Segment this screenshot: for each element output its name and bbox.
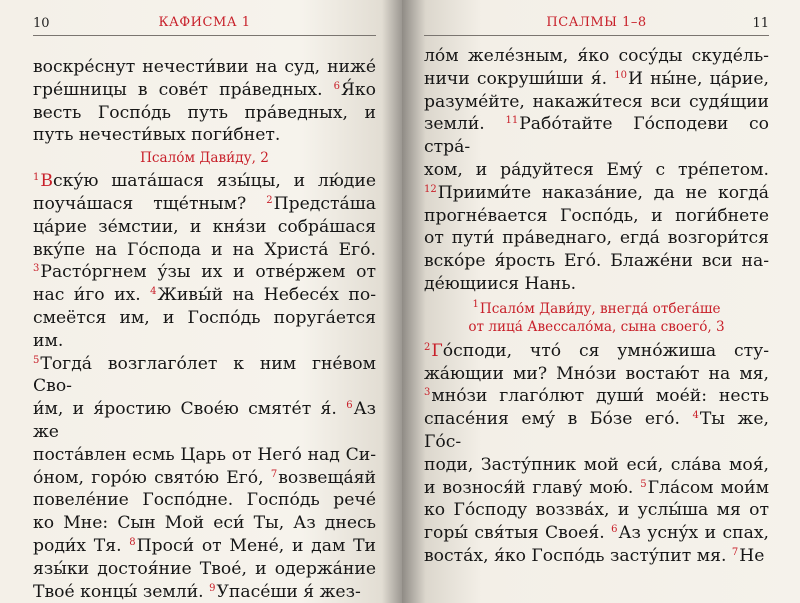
verse-text: Твое́ концы́ земли́. xyxy=(33,581,210,602)
text-line xyxy=(424,454,769,477)
verse-text: Расто́ргнем у́зы их и отве́ржем от xyxy=(40,262,376,283)
verse-number: 11 xyxy=(505,115,519,127)
text-line xyxy=(33,353,376,399)
text-line xyxy=(33,56,376,79)
text-line xyxy=(33,467,376,490)
verse-number: 5 xyxy=(33,354,40,366)
text-line xyxy=(33,512,376,535)
text-line xyxy=(424,408,769,454)
running-title: ПСАЛМЫ 1–8 xyxy=(546,15,647,30)
verse-text: Упасе́ши я́ жез- xyxy=(216,581,361,602)
left-header xyxy=(33,15,376,36)
verse-number: 4 xyxy=(692,410,699,422)
text-line xyxy=(424,159,769,182)
text-line xyxy=(33,124,376,147)
text-line xyxy=(33,535,376,558)
verse-text: ничи сокруши́ши я́. xyxy=(424,68,615,89)
text-line xyxy=(33,193,376,216)
verse-number: 3 xyxy=(33,263,40,275)
verse-text: о́ном, горо́ю свято́ю Его́, xyxy=(33,467,271,488)
verse-text: от пути́ пра́веднаго, егда́ возгори́тся xyxy=(424,228,769,249)
verse-text: Живы́й на Небесе́х по- xyxy=(157,285,376,306)
text-line xyxy=(33,558,376,581)
verse-text: ску́ю шата́шася язы́цы, и лю́дие xyxy=(53,171,376,192)
verse-text: и́м, и я́ростию Свое́ю смяте́т я́. xyxy=(33,399,347,420)
text-line xyxy=(33,216,376,239)
verse-number: 1 xyxy=(33,172,40,184)
right-header xyxy=(424,15,769,36)
verse-text: Предста́ша xyxy=(273,193,376,214)
text-line xyxy=(424,227,769,250)
verse-text: Псало́м Дави́ду, внегда́ отбега́ше xyxy=(479,300,721,317)
text-line xyxy=(424,68,769,91)
text-block xyxy=(424,340,769,568)
verse-number: 7 xyxy=(731,546,739,558)
verse-text: поста́влен есмь Царь от Него́ над Си- xyxy=(33,444,376,465)
verse-number: 5 xyxy=(640,478,647,490)
psalm-heading xyxy=(424,300,769,336)
right-page xyxy=(402,0,800,603)
left-text-body xyxy=(33,56,376,603)
text-line xyxy=(33,284,376,307)
verse-number: 6 xyxy=(611,524,618,536)
text-line xyxy=(33,398,376,444)
text-line xyxy=(424,113,769,159)
verse-number: 6 xyxy=(333,80,341,92)
verse-number: 6 xyxy=(346,400,353,412)
verse-text: Тогда́ возглаго́лет к ним гне́вом Сво- xyxy=(33,353,376,397)
verse-text: Проси́ от Мене́, и дам Ти xyxy=(136,535,376,556)
verse-text: Аз же xyxy=(33,399,376,442)
verse-text: смеётся им, и Госпо́дь поруга́ется им. xyxy=(33,307,376,351)
text-line xyxy=(424,273,769,296)
verse-text: мно́зи глаго́лют души́ мое́й: несть xyxy=(431,386,769,407)
verse-number: 12 xyxy=(424,183,437,195)
verse-text: Рабо́тайте Го́сподеви со стра́- xyxy=(424,114,769,158)
verse-text: вку́пе на Го́спода и на Христа́ Его́. xyxy=(33,239,376,260)
text-line xyxy=(424,91,769,114)
verse-text: Не xyxy=(739,545,765,566)
verse-text: ца́рие зе́мстии, и кня́зи собра́шася xyxy=(33,216,376,237)
verse-text: гре́шницы в сове́т пра́ведных. xyxy=(33,79,334,100)
verse-text: роди́х Тя. xyxy=(33,535,130,556)
text-block xyxy=(424,45,769,296)
verse-text: Аз усну́х и спах, xyxy=(618,523,769,544)
text-line xyxy=(424,45,769,68)
verse-text: хом, и ра́дуйтеся Ему́ с тре́петом. xyxy=(424,159,769,180)
verse-text: спасе́ния ему́ в Бо́зе его́. xyxy=(424,409,693,430)
text-line xyxy=(33,489,376,512)
verse-number: 9 xyxy=(209,582,216,594)
text-line xyxy=(424,363,769,386)
initial-letter: В xyxy=(40,171,54,192)
verse-text: от лица́ Авессало́ма, сына своего́, 3 xyxy=(468,318,725,335)
right-text-body xyxy=(424,45,769,568)
text-line xyxy=(33,307,376,353)
text-line xyxy=(424,340,769,363)
text-line xyxy=(33,444,376,467)
verse-number: 8 xyxy=(129,536,136,548)
text-line xyxy=(33,239,376,262)
verse-text: ко Го́споду воззва́х, и услы́ша мя от xyxy=(424,500,769,521)
verse-text: возвеща́яй xyxy=(278,467,376,488)
verse-text: де́ющиися Нань. xyxy=(424,273,577,294)
verse-text: ло́м желе́зным, я́ко сосу́ды скуде́ль- xyxy=(424,46,769,66)
verse-text: разуме́йте, накажи́тeся вси судя́щии xyxy=(424,91,769,112)
verse-number: 2 xyxy=(266,194,273,206)
verse-text: и вознося́й главу́ мою́. xyxy=(424,477,641,498)
initial-letter: Г xyxy=(431,340,443,361)
text-line xyxy=(33,170,376,193)
text-line xyxy=(33,581,376,603)
text-line xyxy=(424,499,769,522)
verse-text: И ны́не, ца́рие, xyxy=(628,68,769,89)
verse-text: поди, Засту́пник мой еси́, сла́ва моя́, xyxy=(424,454,769,475)
text-line xyxy=(424,182,769,205)
text-line xyxy=(424,545,769,568)
verse-text: вско́ре я́рость Его́. Блаже́ни вси на- xyxy=(424,251,769,272)
verse-number: 2 xyxy=(424,341,431,353)
verse-number: 10 xyxy=(614,69,628,81)
psalm-heading: Псало́м Дави́ду, 2 xyxy=(140,150,269,167)
text-line xyxy=(33,261,376,284)
verse-text: путь нечести́вых поги́бнет. xyxy=(33,125,281,146)
verse-text: ко Мне: Сын Мой еси́ Ты, Аз днесь xyxy=(33,513,376,534)
text-line xyxy=(33,79,376,102)
heading-line xyxy=(424,318,769,336)
verse-text: поуча́шася тще́тным? xyxy=(33,193,267,214)
text-line xyxy=(424,205,769,228)
heading-line xyxy=(424,300,769,318)
verse-number: 3 xyxy=(424,387,431,399)
verse-text: язы́ки достоя́ние Твое́, и одержа́ние xyxy=(33,558,376,579)
text-line xyxy=(424,477,769,500)
running-title: КАФИСМА 1 xyxy=(158,15,251,30)
verse-text: земли́. xyxy=(424,114,506,135)
verse-number: 4 xyxy=(150,286,157,298)
text-line xyxy=(424,522,769,545)
verse-text: воскре́снут нечести́вии на суд, ниже́ xyxy=(33,57,376,77)
page-number: 11 xyxy=(752,16,769,31)
text-block xyxy=(33,170,376,603)
verse-number: 7 xyxy=(270,468,278,480)
verse-text: Я́ко xyxy=(341,79,376,100)
verse-text: горы́ свя́тыя Своея́. xyxy=(424,523,612,544)
verse-text: Гла́сом мои́м xyxy=(647,477,769,498)
verse-text: воста́х, я́ко Госпо́дь засту́пит мя. xyxy=(424,545,732,566)
verse-text: нас и́го их. xyxy=(33,285,151,306)
verse-text: весть Госпо́дь путь пра́ведных, и xyxy=(33,102,376,123)
text-line xyxy=(424,385,769,408)
verse-text: Ты же, Го́с- xyxy=(424,409,769,452)
verse-text: прогне́вается Госпо́дь, и поги́бнете xyxy=(424,205,769,226)
page-number: 10 xyxy=(33,16,50,31)
verse-text: жа́ющии ми? Мно́зи востаю́т на мя, xyxy=(424,363,769,384)
text-line xyxy=(424,250,769,273)
text-line xyxy=(33,102,376,125)
verse-text: повеле́ние Госпо́дне. Госпо́дь рече́ xyxy=(33,490,376,511)
text-block xyxy=(33,56,376,147)
verse-text: Приими́те наказа́ние, да не когда́ xyxy=(437,182,769,203)
verse-text: о́споди, что́ ся умно́жиша сту- xyxy=(442,340,769,361)
verse-number: 1 xyxy=(472,298,479,310)
